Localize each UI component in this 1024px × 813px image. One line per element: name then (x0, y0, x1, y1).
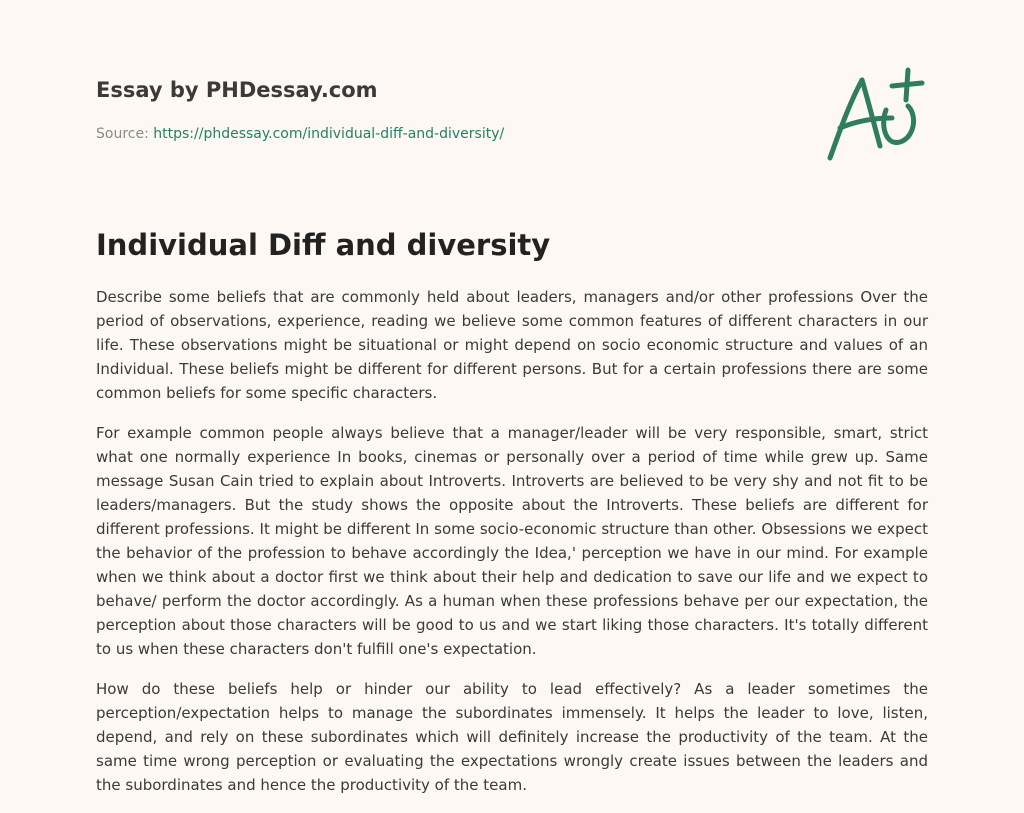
a-plus-icon (820, 66, 930, 166)
essay-body (96, 285, 928, 813)
paragraph: Describe some beliefs that are commonly held about leaders, managers and/or other professions Over the period of observations, experience, reading we believe some common features of different characters in our life. These observations might be situational or might depend on socio economic structure and values of an Individual. These beliefs might be different for different persons. But for a certain professions there are some common beliefs for some specific characters. (96, 288, 928, 402)
brand-title: Essay by PHDessay.com (96, 78, 378, 102)
a-plus-logo (820, 66, 930, 166)
page-title: Individual Diff and diversity (96, 228, 551, 262)
source-line (96, 124, 796, 144)
paragraph: How do these beliefs help or hinder our ability to lead effectively? As a leader sometimes the perception/expectation helps to manage the subordinates immensely. It helps the leader to love, listen, depend, and rely on these subordinates which will definitely increase the productivity of the team. At the same time wrong perception or evaluating the expectations wrongly create issues between the leaders and the subordinates and hence the productivity of the team. (96, 680, 928, 794)
paragraph: For example common people always believe that a manager/leader will be very responsible, smart, strict what one normally experience In books, cinemas or personally over a period of time while grew up. Same message Susan Cain tried to explain about Introverts. Introverts are believed to be very shy and not fit to be leaders/managers. But the study shows the opposite about the Introverts. These beliefs are different for different professions. It might be different In some socio-economic structure than other. Obsessions we expect the behavior of the profession to behave accordingly the Idea,' perception we have in our mind. For example when we think about a doctor first we think about their help and dedication to save our life and we expect to behave/ perform the doctor accordingly. As a human when these professions behave per our expectation, the perception about those characters will be good to us and we start liking those characters. It's totally different to us when these characters don't fulfill one's expectation. (96, 424, 928, 658)
source-link[interactable]: https://phdessay.com/individual-diff-and-diversity/ (153, 126, 505, 142)
source-label: Source: (96, 126, 149, 142)
page-header (96, 74, 796, 144)
